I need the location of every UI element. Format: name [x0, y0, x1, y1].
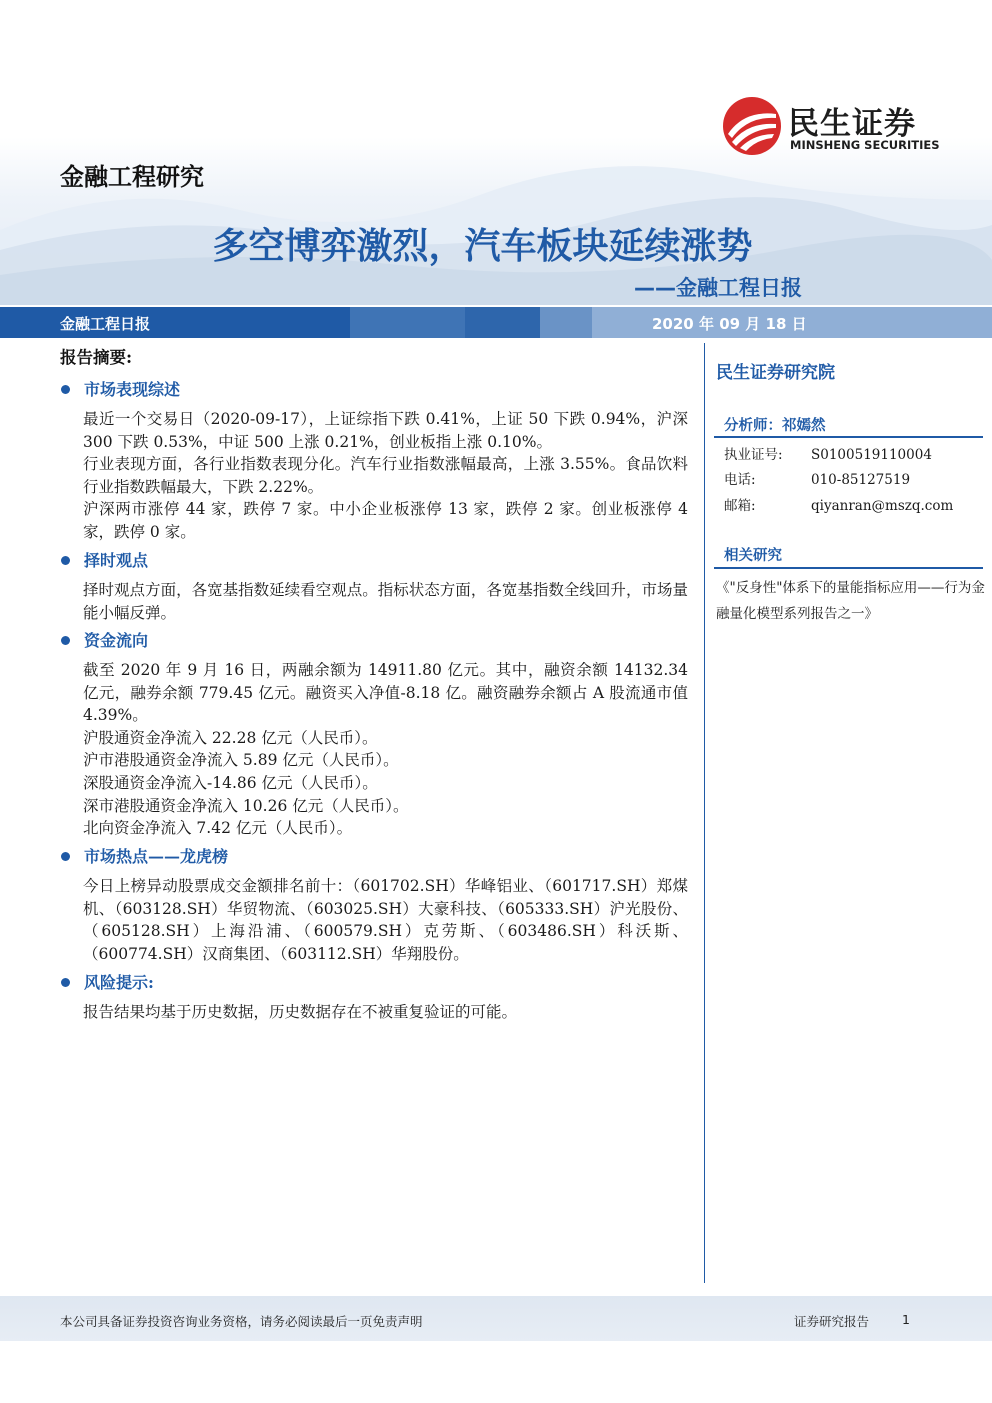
section-capital-flow	[60, 629, 690, 840]
band-segment	[540, 307, 592, 338]
section-heading: 市场热点——龙虎榜	[60, 845, 690, 869]
minsheng-logo-icon	[722, 96, 782, 156]
band-segment	[0, 307, 350, 338]
section-heading: 择时观点	[60, 549, 690, 573]
bullet-icon	[61, 385, 70, 394]
paragraph: 择时观点方面，各宽基指数延续看空观点。指标状态方面，各宽基指数全线回升，市场量能小幅反弹。	[83, 581, 688, 622]
paragraph: 北向资金净流入 7.42 亿元（人民币）。	[83, 819, 353, 838]
report-subtitle: ——金融工程日报	[634, 276, 802, 300]
paragraph: 今日上榜异动股票成交金额排名前十：（601702.SH）华峰铝业、（601717.SH）郑煤机、（603128.SH）华贸物流、（603025.SH）大豪科技、（605333.SH）沪光股份、（605128.SH）上海沿浦、（600579.SH）克劳斯、（603486.SH）科沃斯、（600774.SH）汉商集团、（603112.SH）华翔股份。	[83, 877, 688, 963]
paragraph: 报告结果均基于历史数据，历史数据存在不被重复验证的可能。	[83, 1003, 518, 1021]
paragraph: 截至 2020 年 9 月 16 日，两融余额为 14911.80 亿元。其中，融资余额 14132.34 亿元，融券余额 779.45 亿元。融资买入净值-8.18 亿。融资融券余额占 A 股流通市值 4.39%。	[83, 661, 688, 725]
brand-name-en: MINSHENG SECURITIES	[790, 138, 940, 152]
bullet-icon	[61, 556, 70, 565]
paragraph: 行业表现方面，各行业指数表现分化。汽车行业指数涨幅最高，上涨 3.55%。食品饮料行业指数跌幅最大，下跌 2.22%。	[83, 455, 688, 496]
section-market-overview	[60, 378, 690, 544]
analyst-divider	[714, 436, 983, 438]
band-segment	[465, 307, 540, 338]
section-timing-view	[60, 549, 690, 624]
band-segment	[350, 307, 465, 338]
footer-disclaimer: 本公司具备证券投资咨询业务资格，请务必阅读最后一页免责声明	[60, 1314, 423, 1329]
bullet-icon	[61, 978, 70, 987]
contact-phone: 电话: 010-85127519	[724, 472, 911, 488]
section-market-hotspot	[60, 845, 690, 965]
contact-email[interactable]: 邮箱: qiyanran@mszq.com	[724, 498, 954, 514]
band-report-type: 金融工程日报	[60, 315, 151, 333]
footer-report-type: 证券研究报告	[794, 1314, 870, 1329]
related-research-heading: 相关研究	[724, 547, 782, 564]
brand-name-cn: 民生证券	[788, 106, 916, 142]
paragraph: 深市港股通资金净流入 10.26 亿元（人民币）。	[83, 796, 409, 815]
related-divider	[714, 567, 983, 569]
column-divider	[704, 343, 705, 1283]
paragraph: 最近一个交易日（2020-09-17），上证综指下跌 0.41%，上证 50 下跌 0.94%，沪深 300 下跌 0.53%，中证 500 上涨 0.21%，创业板指上涨 0.10%。	[83, 410, 688, 451]
related-research-link[interactable]: 《"反身性"体系下的量能指标应用——行为金融量化模型系列报告之一》	[716, 580, 985, 622]
section-heading: 资金流向	[60, 629, 690, 653]
paragraph: 深股通资金净流入-14.86 亿元（人民币）。	[83, 773, 378, 792]
report-category: 金融工程研究	[60, 163, 204, 191]
bullet-icon	[61, 636, 70, 645]
page-footer	[0, 1296, 992, 1341]
page-number: 1	[902, 1312, 910, 1327]
bullet-icon	[61, 852, 70, 861]
paragraph: 沪市港股通资金净流入 5.89 亿元（人民币）。	[83, 751, 399, 770]
section-risk-warning	[60, 971, 690, 1024]
report-title: 多空博弈激烈，汽车板块延续涨势	[212, 226, 753, 267]
brand-logo	[722, 96, 952, 156]
institute-name: 民生证券研究院	[716, 363, 835, 383]
contact-license: 执业证号: S0100519110004	[724, 447, 932, 463]
summary-title: 报告摘要:	[60, 348, 133, 367]
header-band	[0, 307, 992, 338]
report-date: 2020 年 09 月 18 日	[652, 315, 807, 333]
paragraph: 沪股通资金净流入 22.28 亿元（人民币）。	[83, 728, 378, 747]
paragraph: 沪深两市涨停 44 家，跌停 7 家。中小企业板涨停 13 家，跌停 2 家。创业板涨停 4 家，跌停 0 家。	[83, 500, 688, 541]
section-heading: 风险提示:	[60, 971, 690, 995]
analyst-heading: 分析师：祁嫣然	[724, 417, 826, 434]
section-heading: 市场表现综述	[60, 378, 690, 402]
